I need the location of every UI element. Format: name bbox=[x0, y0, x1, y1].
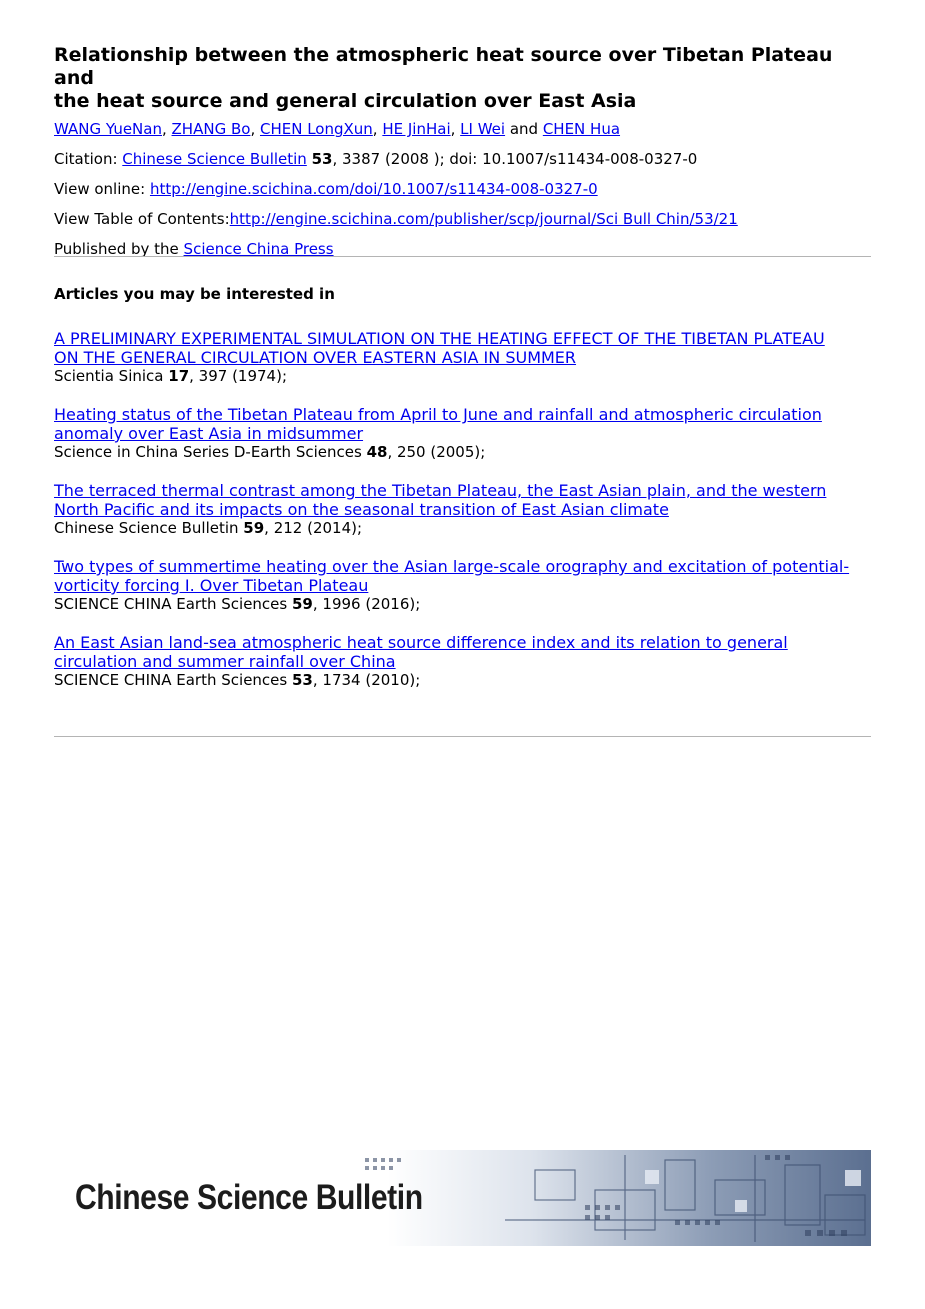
citation-line bbox=[54, 149, 871, 169]
related-article-volume: 59 bbox=[292, 595, 313, 613]
related-article bbox=[54, 633, 871, 690]
related-article-title-link[interactable] bbox=[54, 329, 871, 367]
author-link[interactable]: HE JinHai bbox=[382, 120, 451, 138]
related-article bbox=[54, 329, 871, 386]
related-article bbox=[54, 557, 871, 614]
author-link[interactable]: WANG YueNan bbox=[54, 120, 162, 138]
author-link[interactable]: CHEN Hua bbox=[542, 120, 621, 138]
author-separator: , bbox=[250, 120, 260, 138]
toc-line bbox=[54, 209, 871, 229]
related-article-details: , 212 (2014); bbox=[264, 519, 363, 537]
separator-bottom bbox=[54, 736, 871, 737]
related-article-volume: 17 bbox=[168, 367, 190, 385]
author-separator: , bbox=[372, 120, 383, 138]
related-article-title-line-2[interactable]: North Pacific and its impacts on the seasonal transition of East Asian climate bbox=[54, 500, 669, 519]
related-article-title-line-2[interactable]: vorticity forcing I. Over Tibetan Plateau bbox=[54, 576, 369, 595]
related-article-reference bbox=[54, 671, 871, 690]
citation-details: , 3387 (2008 ); doi: 10.1007/s11434-008-0327-0 bbox=[332, 150, 698, 168]
author-separator: and bbox=[505, 120, 543, 138]
related-articles-list bbox=[54, 329, 871, 709]
article-title bbox=[54, 44, 871, 113]
citation-label: Citation: bbox=[54, 150, 123, 168]
related-article-title-line-1[interactable]: A PRELIMINARY EXPERIMENTAL SIMULATION ON THE HEATING EFFECT OF THE TIBETAN PLATEAU bbox=[54, 329, 825, 348]
related-article-title-link[interactable] bbox=[54, 405, 871, 443]
related-article-title-line-2[interactable]: ON THE GENERAL CIRCULATION OVER EASTERN ASIA IN SUMMER bbox=[54, 348, 577, 367]
related-article-title-link[interactable] bbox=[54, 557, 871, 595]
related-article-reference bbox=[54, 595, 871, 614]
related-article bbox=[54, 481, 871, 538]
publisher-link[interactable]: Science China Press bbox=[183, 240, 334, 258]
related-article-details: , 1734 (2010); bbox=[312, 671, 421, 689]
view-online-link[interactable]: http://engine.scichina.com/doi/10.1007/s11434-008-0327-0 bbox=[149, 180, 598, 198]
citation-volume: 53 bbox=[311, 150, 333, 168]
journal-banner-title: Chinese Science Bulletin bbox=[75, 1178, 423, 1217]
related-article-reference bbox=[54, 367, 871, 386]
related-article-title-link[interactable] bbox=[54, 481, 871, 519]
related-article-volume: 48 bbox=[366, 443, 388, 461]
author-link[interactable]: LI Wei bbox=[460, 120, 506, 138]
related-article-journal: Science in China Series D-Earth Sciences bbox=[54, 443, 367, 461]
author-link[interactable]: CHEN LongXun bbox=[259, 120, 373, 138]
related-article bbox=[54, 405, 871, 462]
related-article-title-line-2[interactable]: circulation and summer rainfall over China bbox=[54, 652, 396, 671]
related-article-details: , 1996 (2016); bbox=[312, 595, 421, 613]
related-article-title-line-1[interactable]: An East Asian land-sea atmospheric heat source difference index and its relation to general bbox=[54, 633, 788, 652]
author-link[interactable]: ZHANG Bo bbox=[171, 120, 251, 138]
related-articles-heading: Articles you may be interested in bbox=[54, 285, 335, 303]
author-list bbox=[54, 119, 871, 139]
related-article-title-link[interactable] bbox=[54, 633, 871, 671]
separator-top bbox=[54, 256, 871, 257]
citation-journal-link[interactable]: Chinese Science Bulletin bbox=[122, 150, 307, 168]
related-article-details: , 397 (1974); bbox=[189, 367, 288, 385]
related-article-title-line-1[interactable]: Heating status of the Tibetan Plateau from April to June and rainfall and atmospheric circulation bbox=[54, 405, 822, 424]
related-article-title-line-1[interactable]: Two types of summertime heating over the Asian large-scale orography and excitation of potential- bbox=[54, 557, 850, 576]
toc-link[interactable]: http://engine.scichina.com/publisher/scp/journal/Sci Bull Chin/53/21 bbox=[229, 210, 738, 228]
related-article-reference bbox=[54, 443, 871, 462]
author-separator: , bbox=[161, 120, 172, 138]
related-article-journal: Scientia Sinica bbox=[54, 367, 169, 385]
article-header bbox=[54, 44, 871, 259]
related-article-journal: SCIENCE CHINA Earth Sciences bbox=[54, 671, 292, 689]
article-title-line-2: the heat source and general circulation over East Asia bbox=[54, 90, 637, 112]
related-article-reference bbox=[54, 519, 871, 538]
toc-label: View Table of Contents: bbox=[54, 210, 230, 228]
related-article-title-line-1[interactable]: The terraced thermal contrast among the Tibetan Plateau, the East Asian plain, and the western bbox=[54, 481, 827, 500]
journal-banner bbox=[65, 1150, 871, 1246]
related-article-journal: SCIENCE CHINA Earth Sciences bbox=[54, 595, 292, 613]
view-online-line bbox=[54, 179, 871, 199]
related-article-volume: 59 bbox=[243, 519, 265, 537]
related-article-journal: Chinese Science Bulletin bbox=[54, 519, 244, 537]
author-separator: , bbox=[450, 120, 461, 138]
article-title-line-1: Relationship between the atmospheric heat source over Tibetan Plateau and bbox=[54, 44, 833, 89]
publisher-label: Published by the bbox=[54, 240, 184, 258]
related-article-volume: 53 bbox=[292, 671, 313, 689]
related-article-title-line-2[interactable]: anomaly over East Asia in midsummer bbox=[54, 424, 364, 443]
related-article-details: , 250 (2005); bbox=[387, 443, 486, 461]
view-online-label: View online: bbox=[54, 180, 150, 198]
